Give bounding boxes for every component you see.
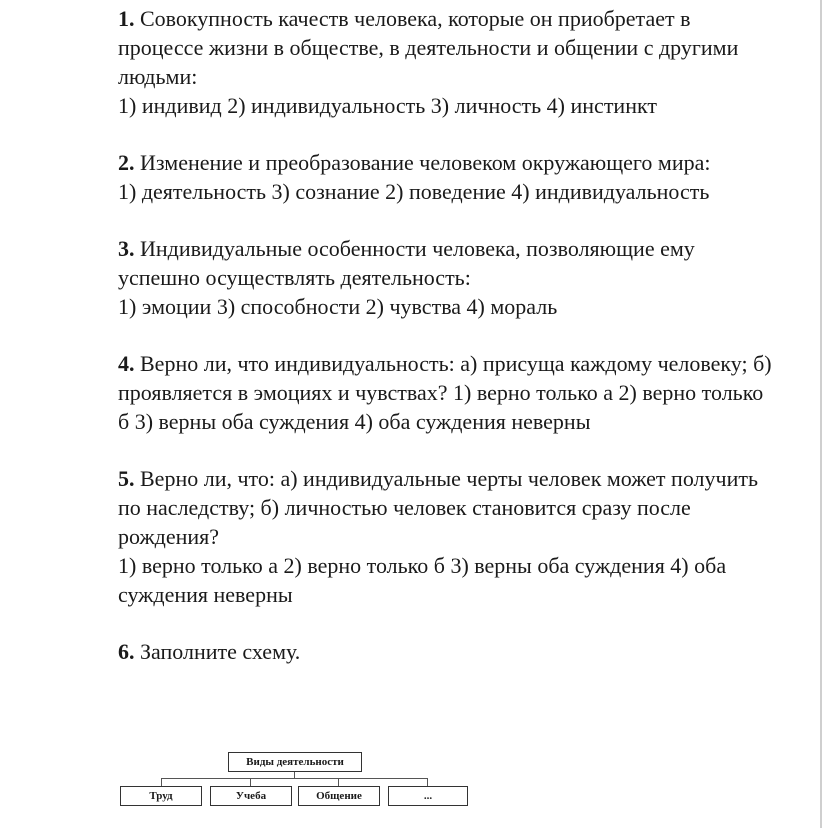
schema-root-box: Виды деятельности bbox=[228, 752, 362, 772]
schema-child-box: Общение bbox=[298, 786, 380, 806]
question-6-text bbox=[118, 637, 778, 666]
schema-connector bbox=[338, 778, 339, 786]
question-options: 1) деятельность 3) сознание 2) поведение 4) индивидуальность bbox=[118, 179, 710, 204]
question-2 bbox=[118, 148, 778, 206]
question-options: 1) верно только а 2) верно только б 3) верны оба суждения 4) оба суждения неверны bbox=[118, 553, 727, 607]
question-options: 1) эмоции 3) способности 2) чувства 4) мораль bbox=[118, 294, 558, 319]
question-number: 1. bbox=[118, 6, 135, 31]
question-1 bbox=[118, 4, 778, 120]
question-stem: Верно ли, что индивидуальность: а) присуща каждому человеку; б) проявляется в эмоциях и чувствах? 1) верно только а 2) верно только б 3) верны оба суждения 4) оба суждения неверны bbox=[118, 351, 772, 434]
question-stem: Изменение и преобразование человеком окружающего мира: bbox=[140, 150, 711, 175]
question-5-text bbox=[118, 464, 778, 551]
schema-connector bbox=[161, 778, 427, 779]
question-4-text bbox=[118, 349, 778, 436]
schema-connector bbox=[161, 778, 162, 786]
schema-connector bbox=[427, 778, 428, 786]
question-stem: Заполните схему. bbox=[140, 639, 301, 664]
question-4 bbox=[118, 349, 778, 436]
schema-child-box: ... bbox=[388, 786, 468, 806]
question-2-text bbox=[118, 148, 778, 177]
question-number: 6. bbox=[118, 639, 135, 664]
question-5 bbox=[118, 464, 778, 609]
question-number: 3. bbox=[118, 236, 135, 261]
question-1-text bbox=[118, 4, 778, 91]
question-stem: Индивидуальные особенности человека, позволяющие ему успешно осуществлять деятельность: bbox=[118, 236, 695, 290]
schema-child-box: Труд bbox=[120, 786, 202, 806]
page-edge bbox=[820, 0, 822, 828]
question-number: 5. bbox=[118, 466, 135, 491]
question-stem: Совокупность качеств человека, которые он приобретает в процессе жизни в обществе, в деятельности и общении с другими людьми: bbox=[118, 6, 739, 89]
question-stem: Верно ли, что: а) индивидуальные черты человек может получить по наследству; б) личностью человек становится сразу после рождения? bbox=[118, 466, 758, 549]
schema-child-box: Учеба bbox=[210, 786, 292, 806]
question-number: 4. bbox=[118, 351, 135, 376]
questions-list bbox=[118, 4, 778, 694]
question-3 bbox=[118, 234, 778, 321]
question-6 bbox=[118, 637, 778, 666]
question-number: 2. bbox=[118, 150, 135, 175]
activity-schema bbox=[118, 748, 478, 812]
question-options: 1) индивид 2) индивидуальность 3) личность 4) инстинкт bbox=[118, 93, 657, 118]
question-3-text bbox=[118, 234, 778, 292]
schema-connector bbox=[250, 778, 251, 786]
